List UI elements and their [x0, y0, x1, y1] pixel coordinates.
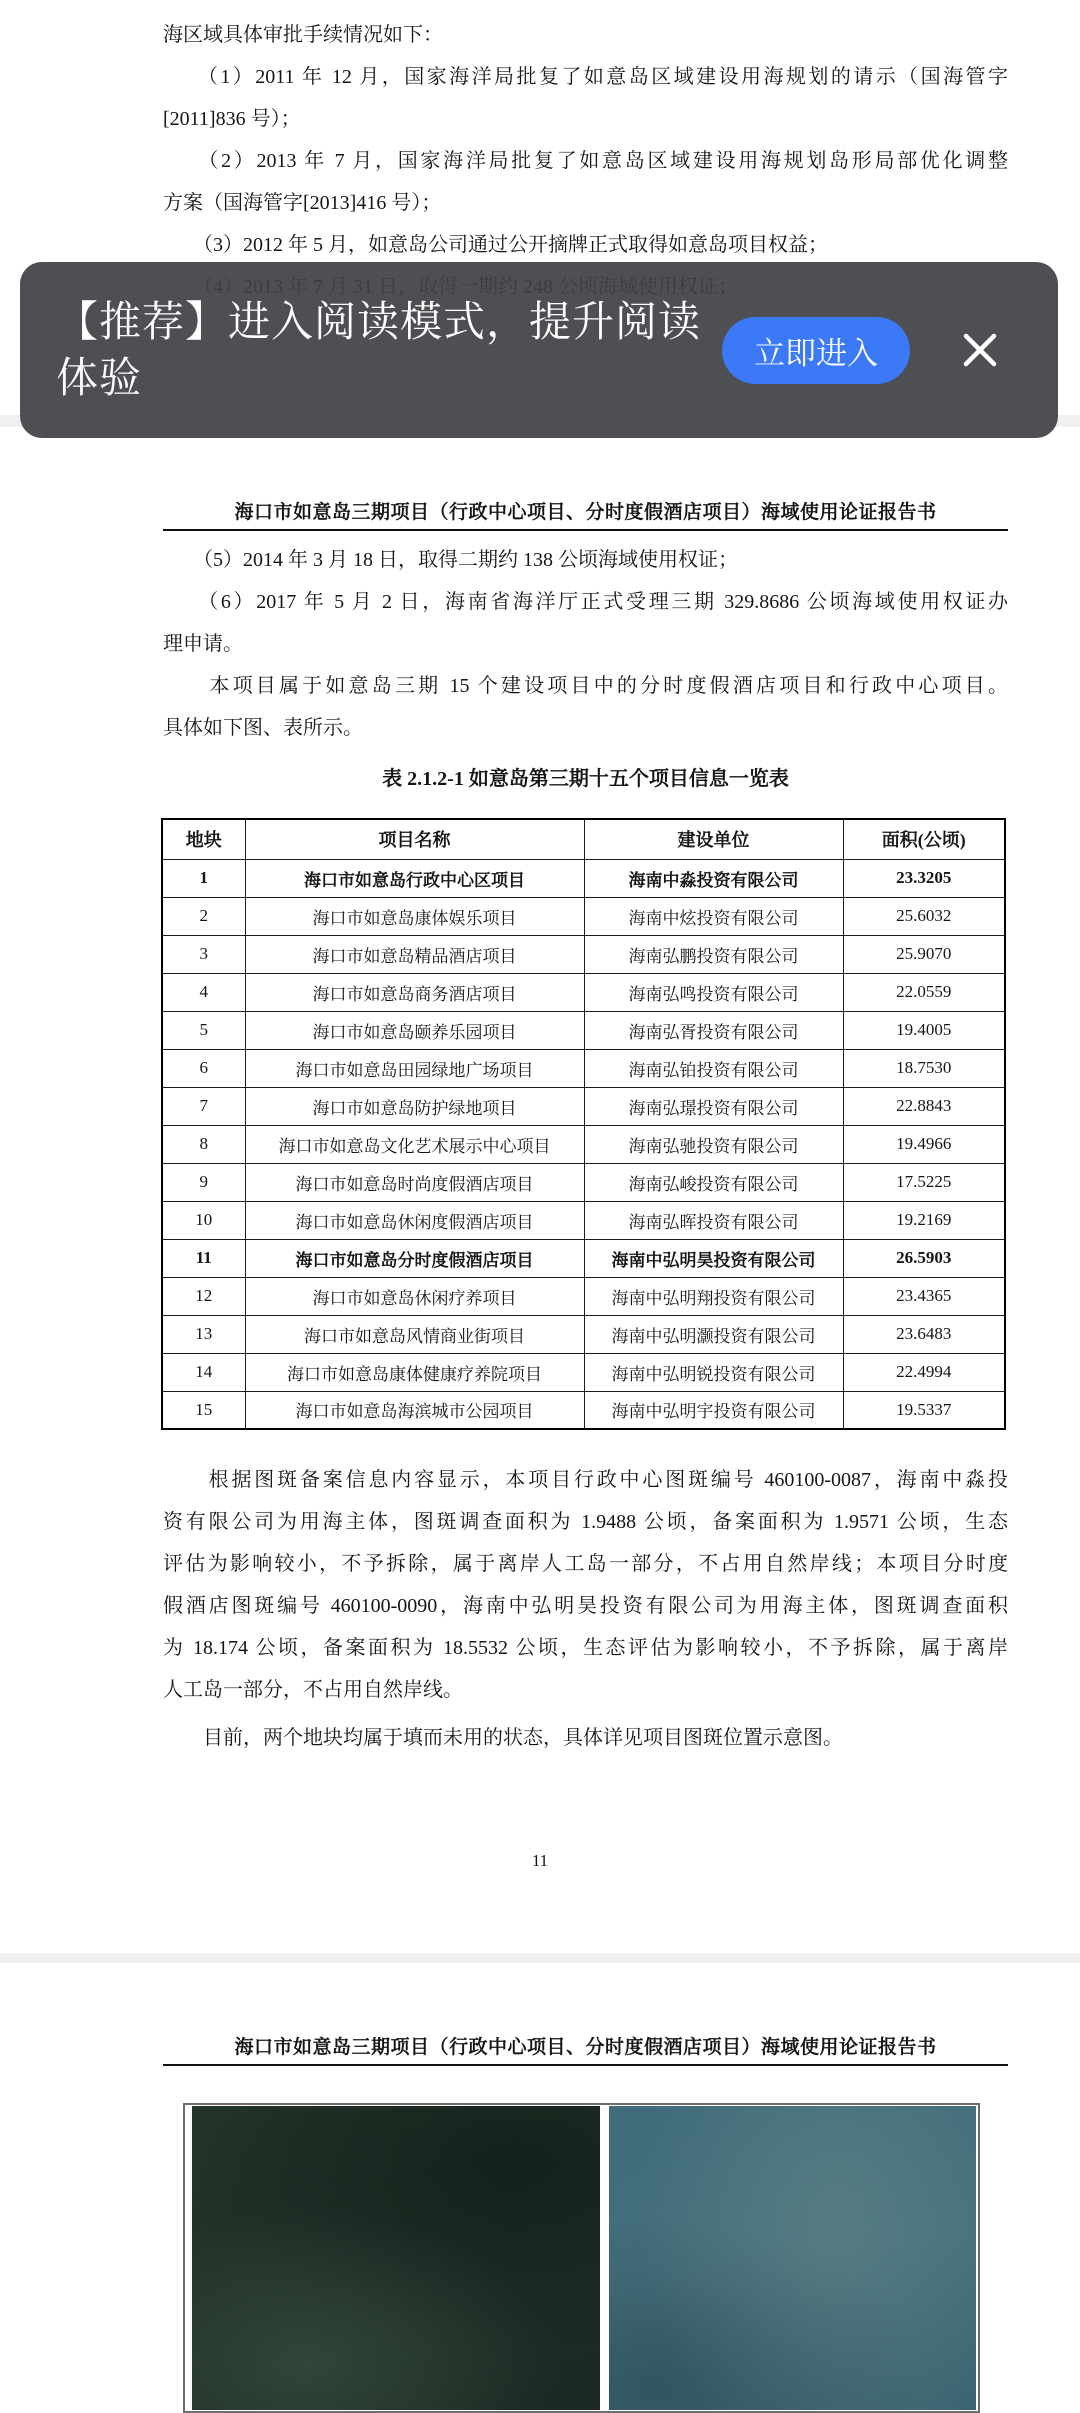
table-cell: 22.4994 [843, 1353, 1005, 1391]
table-cell: 18.7530 [843, 1049, 1005, 1087]
table-cell: 23.4365 [843, 1277, 1005, 1315]
project-info-table [161, 818, 1006, 1430]
table-header-row [162, 819, 1005, 859]
table-cell: 海南中弘明宇投资有限公司 [584, 1391, 843, 1429]
page-separator [0, 1953, 1080, 1963]
table-caption: 表 2.1.2-1 如意岛第三期十五个项目信息一览表 [382, 768, 789, 790]
banner-message: 【推荐】进入阅读模式，提升阅读体验 [56, 298, 702, 401]
table-cell: 1 [162, 859, 245, 897]
table-row [162, 1087, 1005, 1125]
table-cell: 海南中弘明昊投资有限公司 [584, 1239, 843, 1277]
table-header-cell: 建设单位 [584, 819, 843, 859]
table-row [162, 1391, 1005, 1429]
reading-mode-banner [20, 262, 1058, 438]
document-line: 本项目属于如意岛三期 15 个建设项目中的分时度假酒店项目和行政中心项目。 [163, 675, 1008, 697]
table-cell: 23.3205 [843, 859, 1005, 897]
document-line: 方案（国海管字[2013]416 号）； [163, 192, 442, 214]
table-cell: 海南弘铂投资有限公司 [584, 1049, 843, 1087]
table-cell: 海南中炫投资有限公司 [584, 897, 843, 935]
page-number: 11 [531, 1851, 549, 1870]
document-line: 评估为影响较小，不予拆除，属于离岸人工岛一部分，不占用自然岸线；本项目分时度 [163, 1553, 1008, 1575]
table-cell: 海口市如意岛康体娱乐项目 [245, 897, 584, 935]
document-line: 资有限公司为用海主体，图斑调查面积为 1.9488 公顷，备案面积为 1.9571 公顷，生态 [163, 1511, 1008, 1533]
document-line: 具体如下图、表所示。 [163, 717, 363, 739]
table-cell: 海口市如意岛颐养乐园项目 [245, 1011, 584, 1049]
table-cell: 8 [162, 1125, 245, 1163]
table-cell: 海南弘鹏投资有限公司 [584, 935, 843, 973]
enter-reading-mode-button[interactable]: 立即进入 [722, 317, 910, 384]
table-cell: 海口市如意岛田园绿地广场项目 [245, 1049, 584, 1087]
table-cell: 海口市如意岛休闲度假酒店项目 [245, 1201, 584, 1239]
close-icon[interactable] [962, 332, 998, 368]
table-cell: 6 [162, 1049, 245, 1087]
table-cell: 11 [162, 1239, 245, 1277]
table-cell: 19.4966 [843, 1125, 1005, 1163]
table-cell: 23.6483 [843, 1315, 1005, 1353]
table-cell: 12 [162, 1277, 245, 1315]
table-row [162, 973, 1005, 1011]
table-row [162, 1353, 1005, 1391]
table-cell: 海口市如意岛文化艺术展示中心项目 [245, 1125, 584, 1163]
table-cell: 海南弘驰投资有限公司 [584, 1125, 843, 1163]
table-cell: 海口市如意岛康体健康疗养院项目 [245, 1353, 584, 1391]
table-cell: 海南中弘明灏投资有限公司 [584, 1315, 843, 1353]
document-line: （6）2017 年 5 月 2 日，海南省海洋厅正式受理三期 329.8686 公顷海域使用权证办 [163, 591, 1008, 613]
document-line: 根据图斑备案信息内容显示，本项目行政中心图斑编号 460100-0087，海南中淼投 [163, 1469, 1008, 1491]
table-cell: 25.9070 [843, 935, 1005, 973]
table-header-cell: 项目名称 [245, 819, 584, 859]
table-row [162, 1315, 1005, 1353]
table-cell: 14 [162, 1353, 245, 1391]
table-row [162, 1277, 1005, 1315]
table-header-cell: 地块 [162, 819, 245, 859]
table-cell: 海口市如意岛时尚度假酒店项目 [245, 1163, 584, 1201]
table-cell: 海口市如意岛海滨城市公园项目 [245, 1391, 584, 1429]
satellite-photo-right [609, 2106, 976, 2410]
satellite-photo-left [192, 2106, 600, 2410]
table-row [162, 1239, 1005, 1277]
table-cell: 22.8843 [843, 1087, 1005, 1125]
table-cell: 26.5903 [843, 1239, 1005, 1277]
table-cell: 19.2169 [843, 1201, 1005, 1239]
table-cell: 海南弘峻投资有限公司 [584, 1163, 843, 1201]
table-cell: 海南中淼投资有限公司 [584, 859, 843, 897]
table-cell: 海南弘胥投资有限公司 [584, 1011, 843, 1049]
table-row [162, 935, 1005, 973]
table-row [162, 1049, 1005, 1087]
table-cell: 19.5337 [843, 1391, 1005, 1429]
table-cell: 海口市如意岛防护绿地项目 [245, 1087, 584, 1125]
table-cell: 海口市如意岛商务酒店项目 [245, 973, 584, 1011]
table-cell: 25.6032 [843, 897, 1005, 935]
report-page-header: 海口市如意岛三期项目（行政中心项目、分时度假酒店项目）海域使用论证报告书 [163, 2032, 1008, 2066]
table-cell: 2 [162, 897, 245, 935]
document-line: 理申请。 [163, 633, 243, 655]
table-cell: 海南弘晖投资有限公司 [584, 1201, 843, 1239]
table-row [162, 1011, 1005, 1049]
table-cell: 22.0559 [843, 973, 1005, 1011]
table-cell: 海南中弘明翔投资有限公司 [584, 1277, 843, 1315]
document-line: （5）2014 年 3 月 18 日，取得二期约 138 公顷海域使用权证； [163, 549, 738, 571]
table-cell: 13 [162, 1315, 245, 1353]
table-cell: 7 [162, 1087, 245, 1125]
document-line: [2011]836 号）； [163, 108, 301, 130]
table-row [162, 1125, 1005, 1163]
paragraph-approvals [163, 539, 1008, 749]
document-line: 假酒店图斑编号 460100-0090，海南中弘明昊投资有限公司为用海主体，图斑调查面积 [163, 1595, 1008, 1617]
table-cell: 5 [162, 1011, 245, 1049]
document-line: 为 18.174 公顷，备案面积为 18.5532 公顷，生态评估为影响较小，不予拆除，属于离岸 [163, 1637, 1008, 1659]
paragraph-current-status [163, 1717, 1008, 1759]
table-cell: 海口市如意岛风情商业街项目 [245, 1315, 584, 1353]
table-cell: 海口市如意岛休闲疗养项目 [245, 1277, 584, 1315]
table-cell: 海南弘鸣投资有限公司 [584, 973, 843, 1011]
document-line: 海区域具体审批手续情况如下： [163, 24, 443, 46]
table-cell: 海口市如意岛行政中心区项目 [245, 859, 584, 897]
table-row [162, 1201, 1005, 1239]
document-line: （3）2012 年 5 月，如意岛公司通过公开摘牌正式取得如意岛项目权益； [163, 234, 828, 256]
table-cell: 海南中弘明锐投资有限公司 [584, 1353, 843, 1391]
table-cell: 17.5225 [843, 1163, 1005, 1201]
document-line: （1）2011 年 12 月，国家海洋局批复了如意岛区域建设用海规划的请示（国海管字 [163, 66, 1008, 88]
table-header-cell: 面积(公顷) [843, 819, 1005, 859]
table-row [162, 1163, 1005, 1201]
table-cell: 4 [162, 973, 245, 1011]
table-cell: 海口市如意岛分时度假酒店项目 [245, 1239, 584, 1277]
table-row [162, 897, 1005, 935]
table-cell: 海南弘璟投资有限公司 [584, 1087, 843, 1125]
table-cell: 19.4005 [843, 1011, 1005, 1049]
table-cell: 3 [162, 935, 245, 973]
table-cell: 9 [162, 1163, 245, 1201]
paragraph-plot-record [163, 1459, 1008, 1711]
document-line: （2）2013 年 7 月，国家海洋局批复了如意岛区域建设用海规划岛形局部优化调整 [163, 150, 1008, 172]
table-cell: 10 [162, 1201, 245, 1239]
document-line: 人工岛一部分，不占用自然岸线。 [163, 1679, 463, 1701]
report-page-header: 海口市如意岛三期项目（行政中心项目、分时度假酒店项目）海域使用论证报告书 [163, 497, 1008, 531]
document-line: 目前，两个地块均属于填而未用的状态，具体详见项目图斑位置示意图。 [163, 1727, 843, 1749]
table-row [162, 859, 1005, 897]
table-cell: 15 [162, 1391, 245, 1429]
table-cell: 海口市如意岛精品酒店项目 [245, 935, 584, 973]
